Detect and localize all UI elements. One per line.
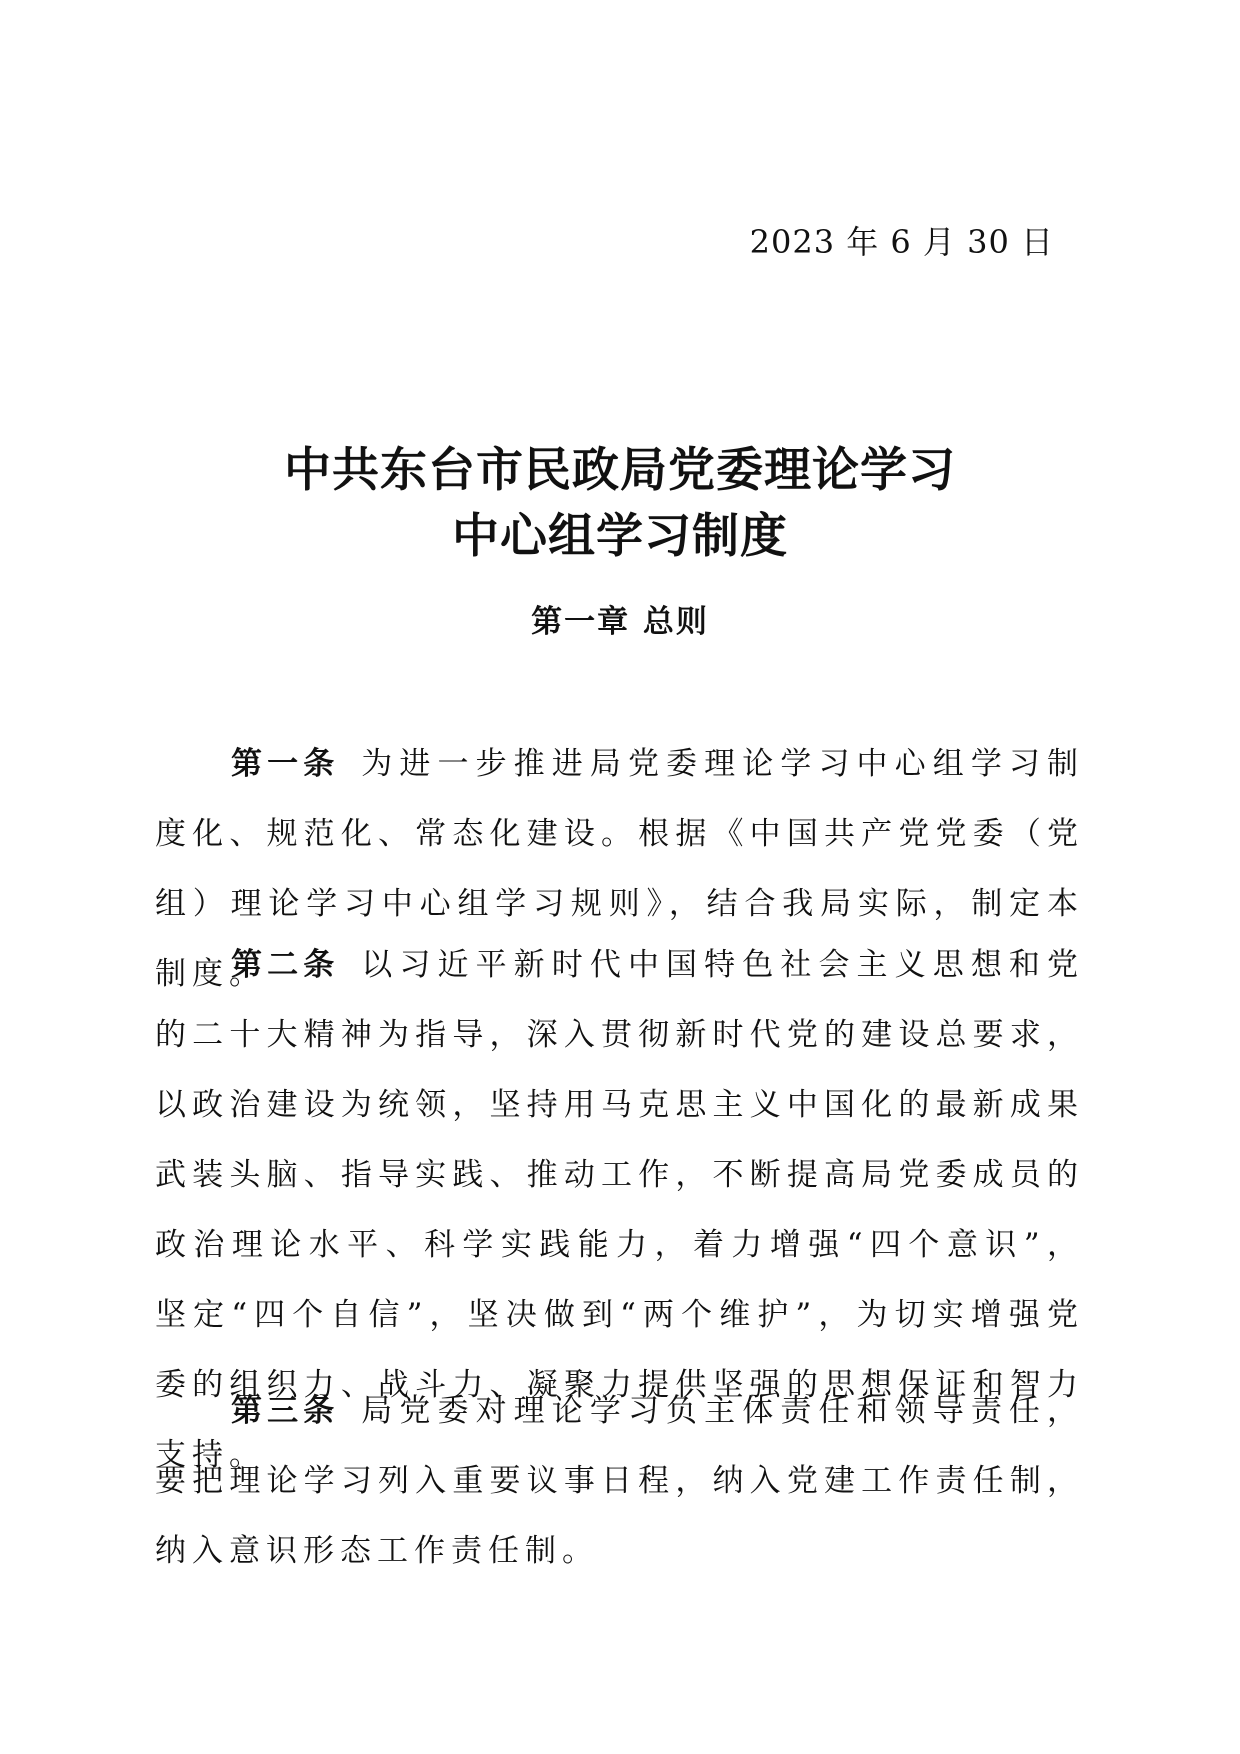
article-1-label: 第一条 xyxy=(231,746,340,782)
title-line-1: 中共东台市民政局党委理论学习 xyxy=(284,443,956,498)
article-1-text: 为进一步推进局党委理论学习中心组学习制度化、规范化、常态化建设。根据《中国共产党党委（党组）理论学习中心组学习规则》，结合我局实际，制定本制度。 xyxy=(155,746,1085,992)
article-3 xyxy=(155,1376,1084,1586)
document-title xyxy=(0,438,1240,570)
chapter-heading: 第一章 总则 xyxy=(531,604,709,640)
article-3-label: 第三条 xyxy=(231,1393,340,1429)
article-2-label: 第二条 xyxy=(231,947,340,983)
title-line-2: 中心组学习制度 xyxy=(452,509,788,564)
article-3-text: 局党委对理论学习负主体责任和领导责任，要把理论学习列入重要议事日程，纳入党建工作责任制，纳入意识形态工作责任制。 xyxy=(155,1393,1085,1569)
document-date: 2023 年 6 月 30 日 xyxy=(749,223,1054,261)
article-2-text: 以习近平新时代中国特色社会主义思想和党的二十大精神为指导，深入贯彻新时代党的建设总要求，以政治建设为统领，坚持用马克思主义中国化的最新成果武装头脑、指导实践、推动工作，不断提高局党委成员的政治理论水平、科学实践能力，着力增强“四个意识”，坚定“四个自信”，坚决做到“两个维护”，为切实增强党委的组织力、战斗力、凝聚力提供坚强的思想保证和智力支持。 xyxy=(155,947,1085,1473)
